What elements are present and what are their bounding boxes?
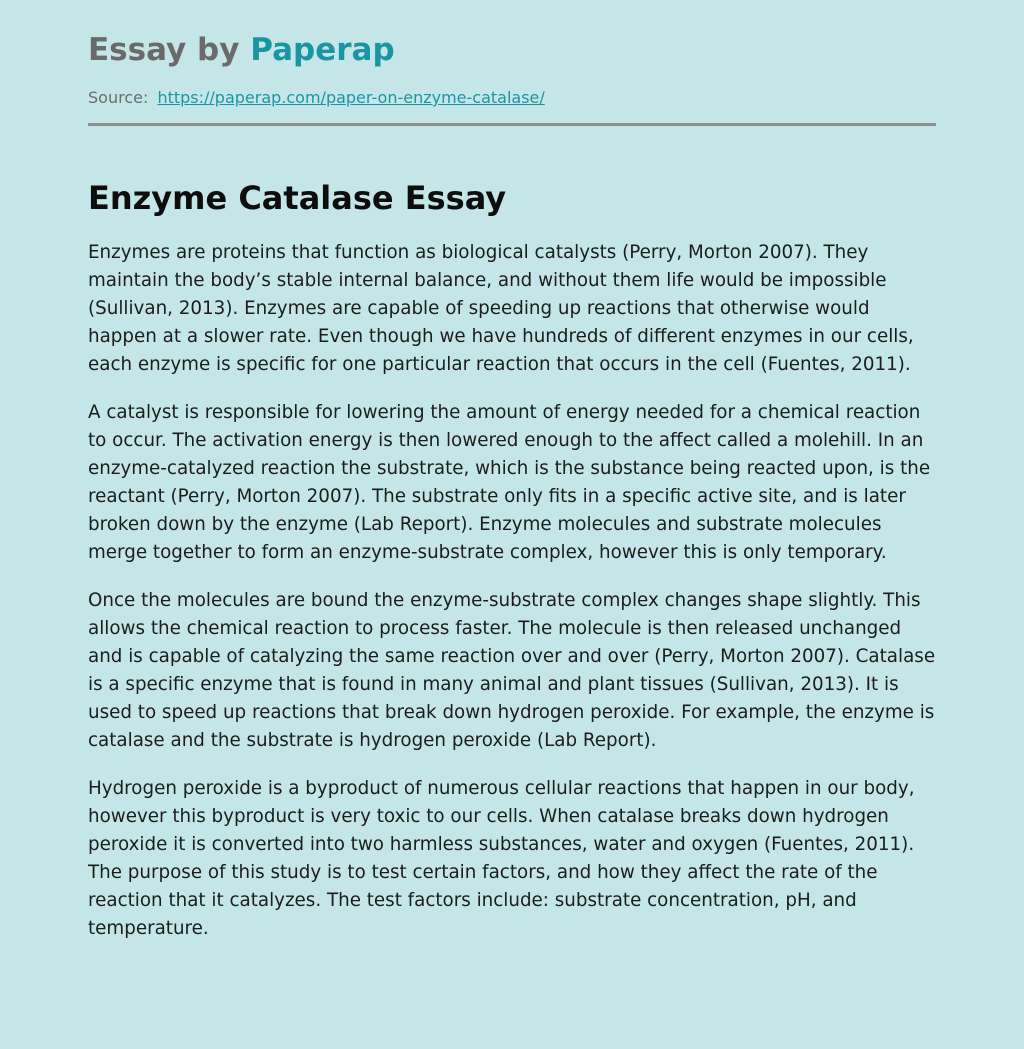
brand-prefix: Essay by — [88, 32, 240, 68]
paragraph-4: Hydrogen peroxide is a byproduct of numerous cellular reactions that happen in our body, however this byproduct is very toxic to our cells. When catalase breaks down hydrogen peroxide it is converted into two harmless substances, water and oxygen (Fuentes, 2011). The purpose of this study is to test certain factors, and how they affect the rate of the reaction that it catalyzes. The test factors include: substrate concentration, pH, and temperature. — [88, 778, 915, 939]
article-body — [88, 239, 936, 943]
paragraph-1: Enzymes are proteins that function as biological catalysts (Perry, Morton 2007). They maintain the body’s stable internal balance, and without them life would be impossible (Sullivan, 2013). Enzymes are capable of speeding up reactions that otherwise would happen at a slower rate. Even though we have hundreds of different enzymes in our cells, each enzyme is specific for one particular reaction that occurs in the cell (Fuentes, 2011). — [88, 242, 914, 375]
source-line — [88, 86, 936, 110]
brand-name[interactable]: Paperap — [250, 32, 395, 68]
page-title: Enzyme Catalase Essay — [88, 179, 507, 217]
paragraph-2: A catalyst is responsible for lowering the amount of energy needed for a chemical reaction to occur. The activation energy is then lowered enough to the affect called a molehill. In an enzyme-catalyzed reaction the substrate, which is the substance being reacted upon, is the reactant (Perry, Morton 2007). The substrate only fits in a specific active site, and is later broken down by the enzyme (Lab Report). Enzyme molecules and substrate molecules merge together to form an enzyme-substrate complex, however this is only temporary. — [88, 402, 931, 563]
source-link[interactable]: https://paperap.com/paper-on-enzyme-catalase/ — [157, 88, 545, 107]
site-brand — [88, 30, 936, 70]
header-divider — [88, 123, 936, 126]
source-label: Source: — [88, 88, 149, 107]
paragraph-3: Once the molecules are bound the enzyme-substrate complex changes shape slightly. This allows the chemical reaction to process faster. The molecule is then released unchanged and is capable of catalyzing the same reaction over and over (Perry, Morton 2007). Catalase is a specific enzyme that is found in many animal and plant tissues (Sullivan, 2013). It is used to speed up reactions that break down hydrogen peroxide. For example, the enzyme is catalase and the substrate is hydrogen peroxide (Lab Report). — [88, 590, 936, 751]
